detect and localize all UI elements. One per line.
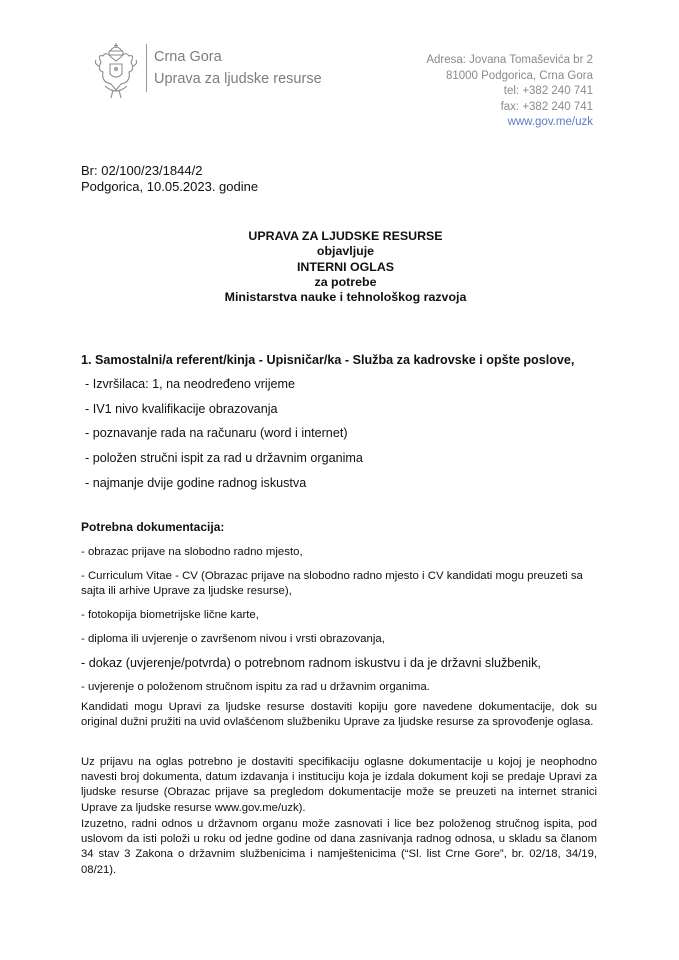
paragraph-copies: Kandidati mogu Upravi za ljudske resurse dostaviti kopiju gore navedene dokumentacije, dok su original dužni pružiti na uvid ovlašćenom službeniku Uprave za ljudske resurse za sprovođenje oglasa. [81,701,597,729]
paragraph-specification: Uz prijavu na oglas potrebno je dostaviti specifikaciju oglasne dokumentacije u kojoj je neophodno navesti broj dokumenta, datum izdavanja i instituciju koja je izdala dokument koji se predaje Upravi za ljudske resurse (Obrazac prijave sa pregledom dokumentacije može se preuzeti na internet stranici Uprave za ljudske resurse www.gov.me/uzk). [81,756,597,814]
title-line-1: UPRAVA ZA LJUDSKE RESURSE [248,229,443,243]
contact-address: Adresa: Jovana Tomaševića br 2 [426,54,593,66]
title-line-4: za potrebe [314,274,377,289]
list-item: - obrazac prijave na slobodno radno mjesto, [81,546,303,558]
list-item: - IV1 nivo kvalifikacije obrazovanja [85,401,278,416]
list-item: - Izvršilaca: 1, na neodređeno vrijeme [85,377,295,391]
reference-place-date: Podgorica, 10.05.2023. godine [81,179,259,194]
org-line-country: Crna Gora [154,49,222,65]
documentation-list [81,545,601,704]
list-item: - uvjerenje o položenom stručnom ispitu za rad u državnim organima. [81,680,430,693]
list-item: - najmanje dvije godine radnog iskustva [85,475,307,490]
montenegro-coat-of-arms-icon [93,42,139,100]
title-line-3: INTERNI OGLAS [296,259,395,274]
paragraph-exception: Izuzetno, radni odnos u državnom organu može zasnovati i lice bez položenog stručnog ispita, pod uslovom da isti položi u roku od jedne godine od dana zasnivanja radnog odnosa, u skladu sa članom 34 stav 3 Zakona o državnim službenicima i namještenicima (“Sl. list Crne Gore”, br. 02/18, 34/19, 08/21). [81,818,597,876]
header-divider [146,44,147,92]
announcement-title [0,229,679,305]
contact-fax: fax: +382 240 741 [500,100,593,113]
list-item: - fotokopija biometrijske lične karte, [81,608,259,621]
list-item: - poznavanje rada na računaru (word i internet) [85,426,348,441]
list-item: - diploma ili uvjerenje o završenom nivou i vrsti obrazovanja, [81,632,385,645]
list-item: - položen stručni ispit za rad u državnim organima [85,451,363,466]
requirements-list [85,376,363,499]
contact-website-link[interactable]: www.gov.me/uzk [507,116,593,129]
contact-block [426,53,593,131]
contact-city: 81000 Podgorica, Crna Gora [445,69,593,82]
documentation-heading: Potrebna dokumentacija: [81,520,225,534]
list-item: - dokaz (uvjerenje/potvrda) o potrebnom radnom iskustvu i da je državni službenik, [81,655,541,670]
reference-block [81,163,258,195]
list-item: - Curriculum Vitae - CV (Obrazac prijave na slobodno radno mjesto i CV kandidati mogu preuzeti sa sajta ili arhive Uprave za ljudske resurse), [81,570,583,597]
reference-number: Br: 02/100/23/1844/2 [81,163,203,178]
contact-tel: tel: +382 240 741 [503,85,593,98]
position-heading: 1. Samostalni/a referent/kinja - Upisničar/ka - Služba za kadrovske i opšte poslove, [81,353,575,367]
organization-name [154,46,322,90]
title-line-5: Ministarstva nauke i tehnološkog razvoja [224,290,467,305]
title-line-2: objavljuje [316,244,375,259]
org-line-agency: Uprava za ljudske resurse [154,71,322,87]
